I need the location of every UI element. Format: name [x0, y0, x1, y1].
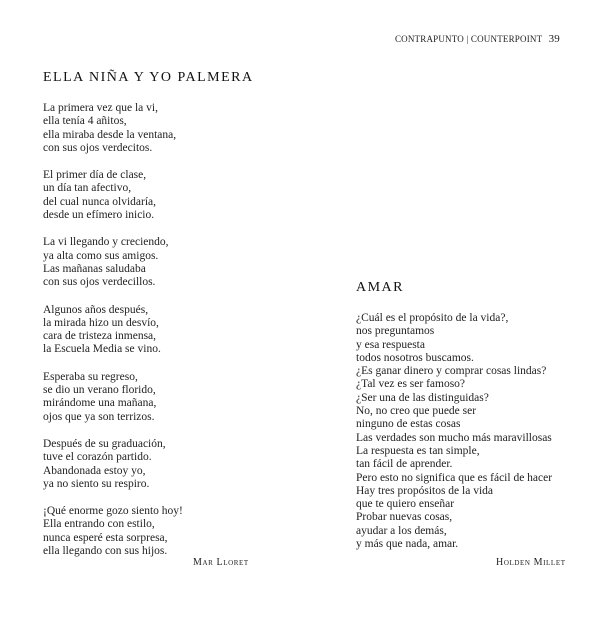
- poem-line: desde un efímero inicio.: [43, 209, 155, 222]
- poem-line: ya no siento su respiro.: [43, 477, 150, 490]
- poem-line: tuve el corazón partido.: [43, 451, 152, 464]
- poem-line: ¿Es ganar dinero y comprar cosas lindas?: [356, 365, 547, 378]
- running-header: [395, 33, 560, 45]
- poem-line: La vi llegando y creciendo,: [43, 236, 169, 249]
- poem-body: [356, 312, 576, 551]
- poem-line: Las mañanas saludaba: [43, 262, 146, 275]
- poem-line: Probar nuevas cosas,: [356, 511, 453, 524]
- poem-line: ¿Tal vez es ser famoso?: [356, 378, 466, 391]
- poem-line: y esa respuesta: [356, 338, 425, 351]
- poem-line: Abandonada estoy yo,: [43, 464, 146, 477]
- header-text: CONTRAPUNTO | COUNTERPOINT: [394, 34, 543, 44]
- poem-line: cara de tristeza inmensa,: [43, 330, 157, 343]
- poem-line: ya alta como sus amigos.: [43, 249, 159, 262]
- poem-line: Ella entrando con estilo,: [43, 518, 155, 531]
- poem-author: Mar Lloret: [193, 557, 249, 568]
- stanza: [43, 505, 263, 558]
- stanza: [43, 169, 263, 222]
- poem-line: ninguno de estas cosas: [356, 418, 461, 431]
- poem-line: un día tan afectivo,: [43, 182, 132, 195]
- poem-line: ojos que ya son terrizos.: [43, 410, 155, 423]
- poem-line: La primera vez que la vi,: [43, 102, 158, 114]
- stanza: [43, 371, 263, 424]
- poem-title: ELLA NIÑA Y YO PALMERA: [43, 70, 254, 85]
- poem-line: Esperaba su regreso,: [43, 370, 138, 383]
- page-number: 39: [548, 33, 560, 45]
- poem-line: nos preguntamos: [356, 325, 435, 338]
- stanza: [356, 312, 576, 551]
- poem-line: se dio un verano florido,: [43, 384, 156, 397]
- poem-line: ella miraba desde la ventana,: [43, 128, 177, 141]
- poem-ella-nina: [43, 70, 263, 572]
- poem-line: Hay tres propósitos de la vida: [356, 484, 494, 497]
- poem-line: ella tenía 4 añitos,: [43, 115, 127, 128]
- poem-amar: [356, 280, 576, 565]
- stanza: [43, 102, 263, 155]
- poem-line: Algunos años después,: [43, 303, 149, 316]
- poem-line: que te quiero enseñar: [356, 498, 455, 511]
- poem-line: tan fácil de aprender.: [356, 458, 453, 471]
- poem-line: con sus ojos verdecitos.: [43, 141, 153, 154]
- poem-line: del cual nunca olvidaría,: [43, 195, 157, 208]
- poem-line: con sus ojos verdecillos.: [43, 276, 156, 289]
- poem-line: y más que nada, amar.: [356, 538, 459, 551]
- stanza: [43, 304, 263, 357]
- poem-line: Las verdades son mucho más maravillosas: [356, 431, 552, 444]
- poem-line: Después de su graduación,: [43, 437, 166, 450]
- poem-line: ¿Cuál es el propósito de la vida?,: [356, 312, 509, 324]
- poem-line: El primer día de clase,: [43, 169, 147, 182]
- poem-author: Holden Millet: [496, 557, 566, 568]
- poem-line: ¡Qué enorme gozo siento hoy!: [43, 505, 183, 518]
- poem-line: ella llegando con sus hijos.: [43, 545, 168, 558]
- poem-line: nunca esperé esta sorpresa,: [43, 531, 168, 544]
- poem-title: AMAR: [356, 280, 405, 295]
- poem-line: todos nosotros buscamos.: [356, 351, 474, 364]
- stanza: [43, 438, 263, 491]
- poem-line: mirándome una mañana,: [43, 397, 157, 410]
- poem-line: la Escuela Media se vino.: [43, 343, 161, 356]
- poem-line: Pero esto no significa que es fácil de hacer: [356, 471, 553, 484]
- poem-line: la mirada hizo un desvío,: [43, 316, 159, 329]
- stanza: [43, 236, 263, 289]
- poem-line: ¿Ser una de las distinguidas?: [356, 391, 489, 404]
- poem-line: La respuesta es tan simple,: [356, 444, 480, 457]
- poem-line: No, no creo que puede ser: [356, 405, 477, 418]
- poem-line: ayudar a los demás,: [356, 524, 447, 537]
- poem-body: [43, 102, 263, 558]
